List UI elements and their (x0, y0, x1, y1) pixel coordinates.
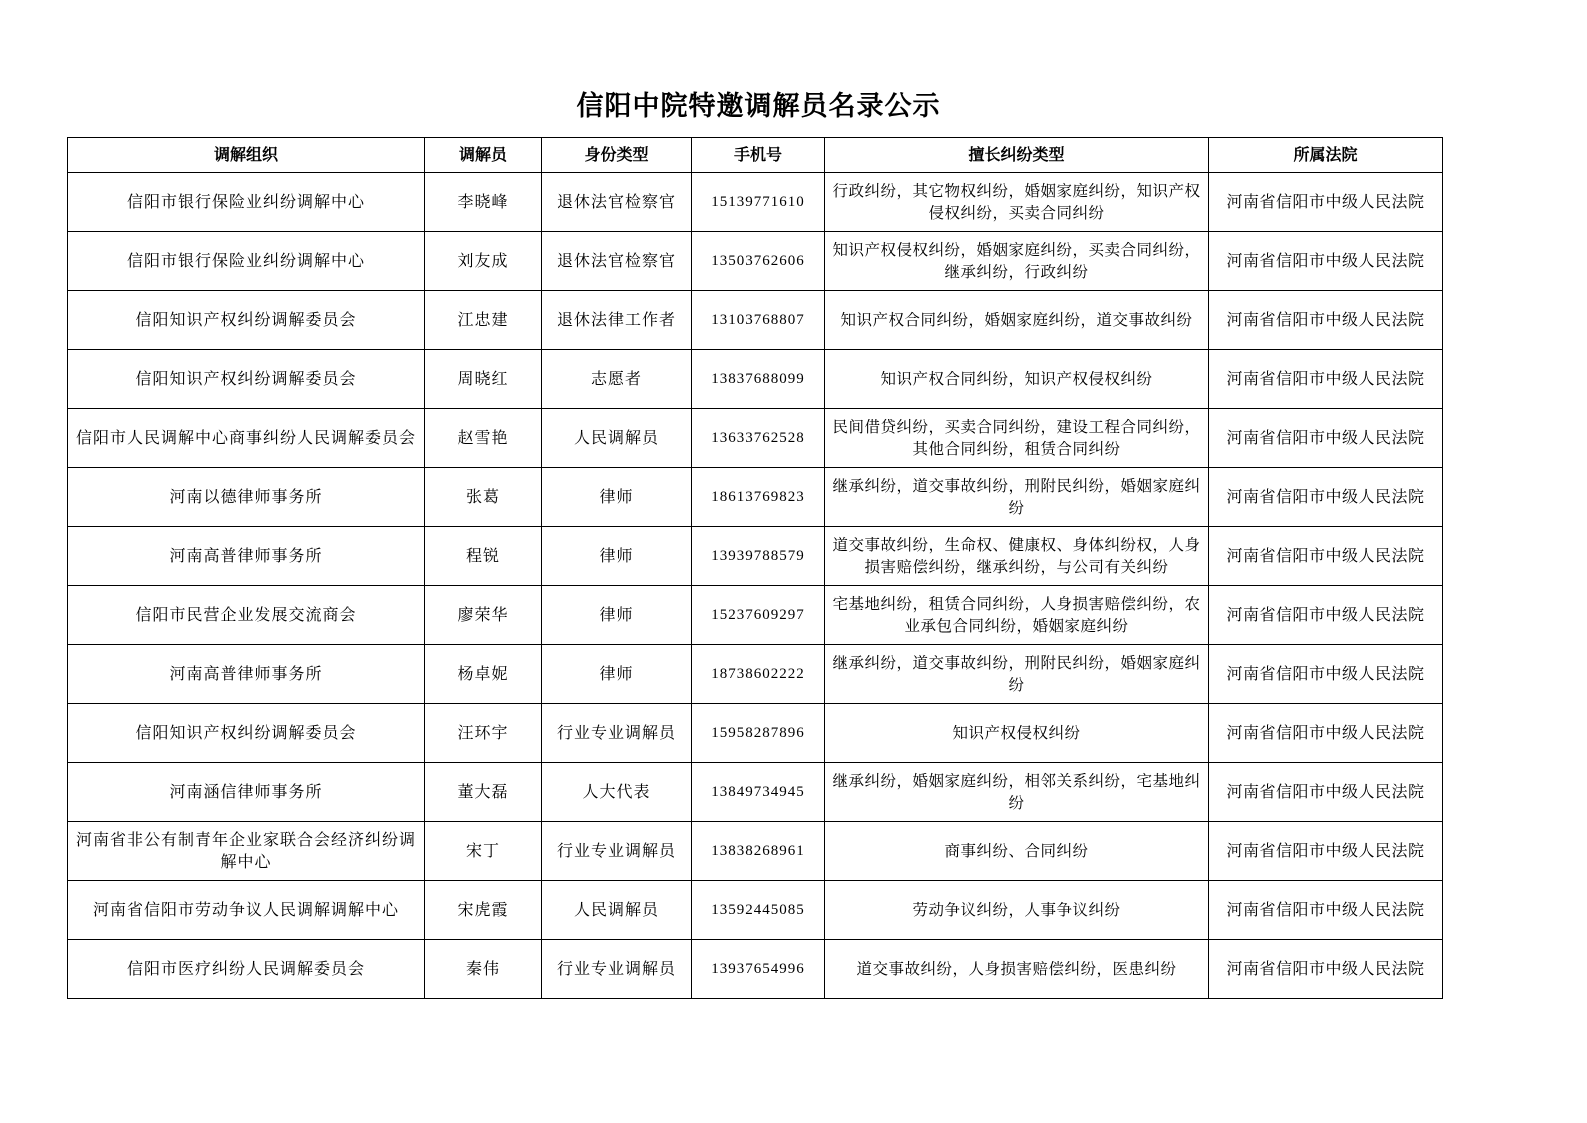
cell-mediator: 刘友成 (425, 232, 542, 291)
cell-org: 河南高普律师事务所 (68, 527, 425, 586)
table-row (68, 350, 1443, 409)
cell-phone: 13633762528 (692, 409, 825, 468)
cell-identity-type: 退休法官检察官 (542, 232, 692, 291)
cell-identity-type: 行业专业调解员 (542, 704, 692, 763)
cell-phone: 13592445085 (692, 881, 825, 940)
cell-court: 河南省信阳市中级人民法院 (1209, 940, 1443, 999)
cell-mediator: 杨卓妮 (425, 645, 542, 704)
cell-disputes: 知识产权侵权纠纷，婚姻家庭纠纷，买卖合同纠纷，继承纠纷，行政纠纷 (825, 232, 1209, 291)
cell-identity-type: 退休法官检察官 (542, 173, 692, 232)
cell-org: 信阳市银行保险业纠纷调解中心 (68, 173, 425, 232)
table-row (68, 881, 1443, 940)
cell-identity-type: 行业专业调解员 (542, 822, 692, 881)
cell-org: 河南省信阳市劳动争议人民调解调解中心 (68, 881, 425, 940)
cell-phone: 18613769823 (692, 468, 825, 527)
header-org: 调解组织 (68, 138, 425, 173)
cell-org: 信阳市人民调解中心商事纠纷人民调解委员会 (68, 409, 425, 468)
cell-disputes: 知识产权合同纠纷，婚姻家庭纠纷，道交事故纠纷 (825, 291, 1209, 350)
cell-disputes: 宅基地纠纷，租赁合同纠纷，人身损害赔偿纠纷，农业承包合同纠纷，婚姻家庭纠纷 (825, 586, 1209, 645)
cell-phone: 13103768807 (692, 291, 825, 350)
cell-court: 河南省信阳市中级人民法院 (1209, 291, 1443, 350)
header-phone: 手机号 (692, 138, 825, 173)
cell-identity-type: 律师 (542, 527, 692, 586)
cell-mediator: 程锐 (425, 527, 542, 586)
cell-phone: 13939788579 (692, 527, 825, 586)
cell-disputes: 行政纠纷，其它物权纠纷，婚姻家庭纠纷，知识产权侵权纠纷，买卖合同纠纷 (825, 173, 1209, 232)
table-row (68, 586, 1443, 645)
cell-court: 河南省信阳市中级人民法院 (1209, 173, 1443, 232)
cell-org: 河南涵信律师事务所 (68, 763, 425, 822)
table-row (68, 704, 1443, 763)
cell-phone: 13837688099 (692, 350, 825, 409)
header-disputes: 擅长纠纷类型 (825, 138, 1209, 173)
cell-disputes: 继承纠纷，道交事故纠纷，刑附民纠纷，婚姻家庭纠纷 (825, 645, 1209, 704)
header-identity-type: 身份类型 (542, 138, 692, 173)
cell-identity-type: 志愿者 (542, 350, 692, 409)
cell-disputes: 继承纠纷，婚姻家庭纠纷，相邻关系纠纷，宅基地纠纷 (825, 763, 1209, 822)
cell-org: 信阳知识产权纠纷调解委员会 (68, 350, 425, 409)
mediator-roster-table (67, 137, 1443, 999)
cell-identity-type: 行业专业调解员 (542, 940, 692, 999)
cell-mediator: 江忠建 (425, 291, 542, 350)
cell-court: 河南省信阳市中级人民法院 (1209, 586, 1443, 645)
cell-org: 信阳市医疗纠纷人民调解委员会 (68, 940, 425, 999)
table-row (68, 940, 1443, 999)
cell-identity-type: 人大代表 (542, 763, 692, 822)
cell-court: 河南省信阳市中级人民法院 (1209, 645, 1443, 704)
cell-mediator: 张葛 (425, 468, 542, 527)
cell-mediator: 汪环宇 (425, 704, 542, 763)
cell-disputes: 民间借贷纠纷，买卖合同纠纷，建设工程合同纠纷，其他合同纠纷，租赁合同纠纷 (825, 409, 1209, 468)
cell-mediator: 宋丁 (425, 822, 542, 881)
table-row (68, 173, 1443, 232)
cell-mediator: 董大磊 (425, 763, 542, 822)
cell-identity-type: 人民调解员 (542, 881, 692, 940)
cell-disputes: 继承纠纷，道交事故纠纷，刑附民纠纷，婚姻家庭纠纷 (825, 468, 1209, 527)
cell-phone: 13503762606 (692, 232, 825, 291)
table-row (68, 527, 1443, 586)
cell-mediator: 周晓红 (425, 350, 542, 409)
table-row (68, 468, 1443, 527)
cell-court: 河南省信阳市中级人民法院 (1209, 763, 1443, 822)
cell-disputes: 商事纠纷、合同纠纷 (825, 822, 1209, 881)
cell-org: 信阳知识产权纠纷调解委员会 (68, 704, 425, 763)
cell-mediator: 廖荣华 (425, 586, 542, 645)
table-row (68, 822, 1443, 881)
cell-phone: 15139771610 (692, 173, 825, 232)
cell-identity-type: 人民调解员 (542, 409, 692, 468)
cell-court: 河南省信阳市中级人民法院 (1209, 881, 1443, 940)
cell-mediator: 秦伟 (425, 940, 542, 999)
cell-org: 信阳市银行保险业纠纷调解中心 (68, 232, 425, 291)
cell-court: 河南省信阳市中级人民法院 (1209, 350, 1443, 409)
cell-org: 河南高普律师事务所 (68, 645, 425, 704)
cell-org: 信阳知识产权纠纷调解委员会 (68, 291, 425, 350)
cell-phone: 15237609297 (692, 586, 825, 645)
header-row (68, 138, 1443, 173)
table-row (68, 291, 1443, 350)
cell-disputes: 知识产权合同纠纷，知识产权侵权纠纷 (825, 350, 1209, 409)
header-mediator: 调解员 (425, 138, 542, 173)
cell-phone: 13849734945 (692, 763, 825, 822)
table-row (68, 409, 1443, 468)
cell-phone: 18738602222 (692, 645, 825, 704)
cell-phone: 13937654996 (692, 940, 825, 999)
cell-disputes: 道交事故纠纷，生命权、健康权、身体纠纷权，人身损害赔偿纠纷，继承纠纷，与公司有关纠纷 (825, 527, 1209, 586)
cell-identity-type: 律师 (542, 586, 692, 645)
cell-court: 河南省信阳市中级人民法院 (1209, 232, 1443, 291)
cell-disputes: 劳动争议纠纷，人事争议纠纷 (825, 881, 1209, 940)
cell-org: 河南省非公有制青年企业家联合会经济纠纷调解中心 (68, 822, 425, 881)
table-row (68, 232, 1443, 291)
table-row (68, 763, 1443, 822)
cell-court: 河南省信阳市中级人民法院 (1209, 704, 1443, 763)
cell-org: 河南以德律师事务所 (68, 468, 425, 527)
cell-court: 河南省信阳市中级人民法院 (1209, 409, 1443, 468)
cell-org: 信阳市民营企业发展交流商会 (68, 586, 425, 645)
cell-court: 河南省信阳市中级人民法院 (1209, 822, 1443, 881)
cell-identity-type: 律师 (542, 645, 692, 704)
page-title: 信阳中院特邀调解员名录公示 (576, 91, 941, 122)
table-row (68, 645, 1443, 704)
cell-disputes: 道交事故纠纷，人身损害赔偿纠纷，医患纠纷 (825, 940, 1209, 999)
header-court: 所属法院 (1209, 138, 1443, 173)
cell-disputes: 知识产权侵权纠纷 (825, 704, 1209, 763)
cell-mediator: 李晓峰 (425, 173, 542, 232)
cell-phone: 15958287896 (692, 704, 825, 763)
cell-court: 河南省信阳市中级人民法院 (1209, 527, 1443, 586)
cell-identity-type: 退休法律工作者 (542, 291, 692, 350)
cell-mediator: 宋虎霞 (425, 881, 542, 940)
cell-phone: 13838268961 (692, 822, 825, 881)
cell-court: 河南省信阳市中级人民法院 (1209, 468, 1443, 527)
cell-mediator: 赵雪艳 (425, 409, 542, 468)
cell-identity-type: 律师 (542, 468, 692, 527)
